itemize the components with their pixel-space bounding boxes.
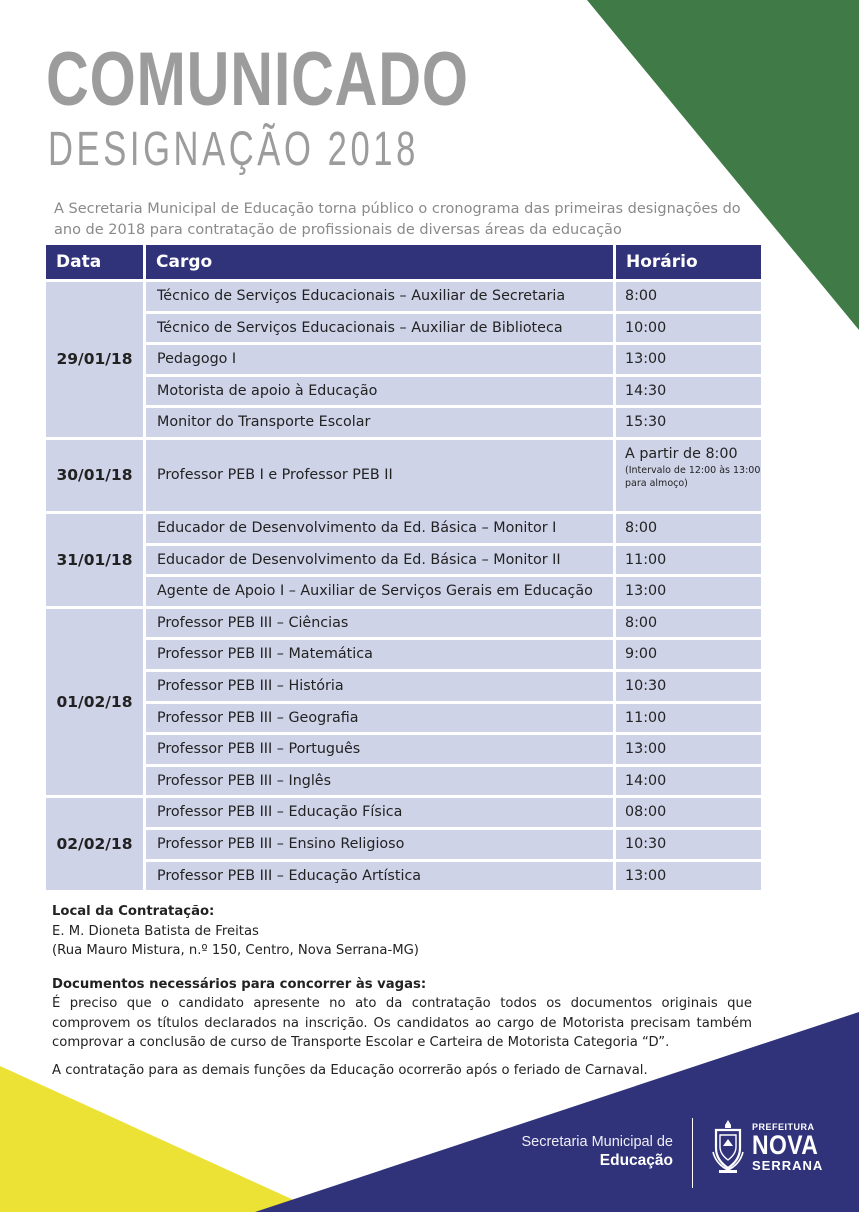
footer-notes — [52, 902, 752, 1080]
cargo-cell: Técnico de Serviços Educacionais – Auxiliar de Secretaria — [146, 282, 613, 311]
date-group — [46, 798, 761, 890]
table-row — [146, 440, 761, 511]
prefeitura-logo — [710, 1118, 830, 1176]
table-row — [146, 798, 761, 827]
horario-cell: 13:00 — [616, 577, 761, 606]
cargo-cell: Professor PEB III – Educação Artística — [146, 862, 613, 891]
page-title: COMUNICADO — [46, 37, 469, 122]
cargo-cell: Professor PEB I e Professor PEB II — [146, 440, 613, 511]
cargo-cell: Educador de Desenvolvimento da Ed. Básica – Monitor I — [146, 514, 613, 543]
table-row — [146, 704, 761, 733]
table-row — [146, 767, 761, 796]
horario-cell: 13:00 — [616, 862, 761, 891]
header-data: Data — [46, 245, 143, 279]
table-row — [146, 377, 761, 406]
table-header-row — [46, 245, 761, 279]
documentos-heading: Documentos necessários para concorrer às vagas: — [52, 976, 427, 992]
table-row — [146, 546, 761, 575]
date-group — [46, 609, 761, 796]
cargo-cell: Motorista de apoio à Educação — [146, 377, 613, 406]
footer-divider — [692, 1118, 693, 1188]
table-row — [146, 314, 761, 343]
date-group — [46, 282, 761, 437]
logo-prefeitura: PREFEITURA — [752, 1121, 815, 1132]
horario-cell: 14:00 — [616, 767, 761, 796]
horario-cell: 08:00 — [616, 798, 761, 827]
cargo-cell: Professor PEB III – Inglês — [146, 767, 613, 796]
schedule-table — [46, 245, 761, 893]
table-row — [146, 609, 761, 638]
horario-cell — [616, 440, 761, 511]
horario-note: (Intervalo de 12:00 às 13:00 para almoço) — [625, 464, 761, 489]
cargo-cell: Técnico de Serviços Educacionais – Auxiliar de Biblioteca — [146, 314, 613, 343]
local-address: (Rua Mauro Mistura, n.º 150, Centro, Nova Serrana-MG) — [52, 943, 419, 958]
date-cell: 29/01/18 — [46, 282, 143, 437]
cargo-cell: Professor PEB III – Ensino Religioso — [146, 830, 613, 859]
date-group — [46, 514, 761, 606]
cargo-cell: Professor PEB III – Matemática — [146, 640, 613, 669]
table-row — [146, 862, 761, 891]
cargo-cell: Educador de Desenvolvimento da Ed. Básica – Monitor II — [146, 546, 613, 575]
local-heading: Local da Contratação: — [52, 904, 215, 919]
horario-text: A partir de 8:00 — [625, 445, 738, 462]
cargo-cell: Professor PEB III – História — [146, 672, 613, 701]
date-cell: 30/01/18 — [46, 440, 143, 511]
yellow-corner-shape — [0, 1066, 320, 1212]
cargo-cell: Pedagogo I — [146, 345, 613, 374]
page-subtitle: DESIGNAÇÃO 2018 — [48, 123, 419, 176]
horario-cell: 8:00 — [616, 609, 761, 638]
logo-nova: NOVA — [752, 1129, 819, 1160]
horario-cell: 8:00 — [616, 282, 761, 311]
crest-icon — [710, 1118, 746, 1176]
horario-cell: 9:00 — [616, 640, 761, 669]
date-cell: 01/02/18 — [46, 609, 143, 796]
horario-cell: 13:00 — [616, 345, 761, 374]
table-row — [146, 672, 761, 701]
table-row — [146, 408, 761, 437]
secretaria-line-2: Educação — [599, 1152, 673, 1169]
horario-cell: 11:00 — [616, 546, 761, 575]
cargo-cell: Agente de Apoio I – Auxiliar de Serviços Gerais em Educação — [146, 577, 613, 606]
horario-cell: 10:00 — [616, 314, 761, 343]
logo-wordmark — [752, 1123, 830, 1172]
date-group — [46, 440, 761, 511]
horario-cell: 15:30 — [616, 408, 761, 437]
cargo-cell: Professor PEB III – Ciências — [146, 609, 613, 638]
closing-text: A contratação para as demais funções da Educação ocorrerão após o feriado de Carnaval. — [52, 1062, 648, 1078]
date-cell: 31/01/18 — [46, 514, 143, 606]
horario-cell: 8:00 — [616, 514, 761, 543]
cargo-cell: Professor PEB III – Geografia — [146, 704, 613, 733]
header-horario: Horário — [616, 245, 761, 279]
header-cargo: Cargo — [146, 245, 613, 279]
table-row — [146, 345, 761, 374]
logo-serrana: SERRANA — [752, 1157, 824, 1173]
horario-cell: 10:30 — [616, 672, 761, 701]
secretaria-line-1: Secretaria Municipal de — [521, 1134, 673, 1150]
horario-cell: 14:30 — [616, 377, 761, 406]
table-row — [146, 640, 761, 669]
table-row — [146, 282, 761, 311]
table-row — [146, 514, 761, 543]
table-row — [146, 830, 761, 859]
table-row — [146, 577, 761, 606]
documentos-text: É preciso que o candidato apresente no ato da contratação todos os documentos originais que comprovem os títulos declarados na inscrição. Os candidatos ao cargo de Motorista precisam também comprovar a conclusão de curso de Transporte Escolar e Carteira de Motorista Categoria “D”. — [52, 996, 752, 1050]
cargo-cell: Professor PEB III – Português — [146, 735, 613, 764]
horario-cell: 13:00 — [616, 735, 761, 764]
secretaria-signature — [521, 1134, 673, 1170]
horario-cell: 10:30 — [616, 830, 761, 859]
date-cell: 02/02/18 — [46, 798, 143, 890]
horario-cell: 11:00 — [616, 704, 761, 733]
table-row — [146, 735, 761, 764]
intro-paragraph: A Secretaria Municipal de Educação torna público o cronograma das primeiras designações do ano de 2018 para contratação de profissionais de diversas áreas da educação — [54, 201, 741, 238]
local-name: E. M. Dioneta Batista de Freitas — [52, 923, 259, 939]
cargo-cell: Monitor do Transporte Escolar — [146, 408, 613, 437]
cargo-cell: Professor PEB III – Educação Física — [146, 798, 613, 827]
